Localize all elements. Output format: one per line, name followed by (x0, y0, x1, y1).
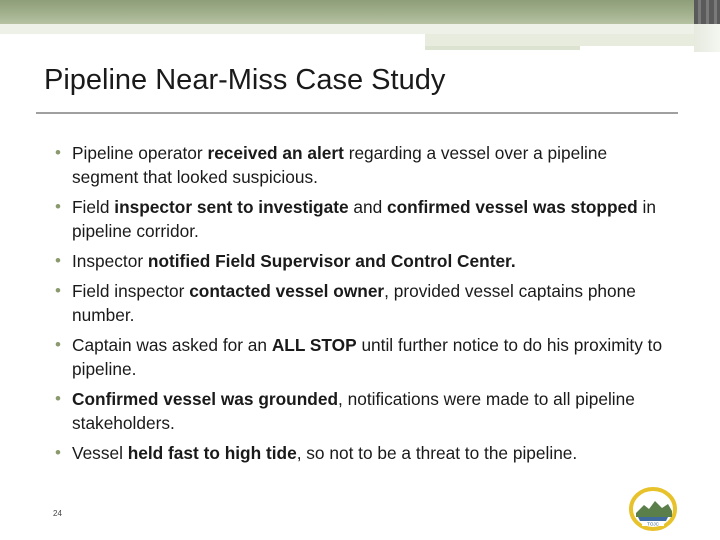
logo-lettering: TOJC (647, 521, 659, 527)
title-divider (36, 112, 678, 114)
bullet-text-bold: notified Field Supervisor and Control Center. (147, 251, 516, 271)
bullet-text: Captain was asked for an (72, 335, 272, 355)
bullet-item (54, 441, 674, 465)
bullet-text-bold: contacted vessel owner (189, 281, 385, 301)
slide-title: Pipeline Near-Miss Case Study (44, 64, 446, 96)
header-sub-band-accent (425, 46, 580, 50)
bullet-text: Field (72, 197, 115, 217)
slide-number: 24 (53, 509, 62, 518)
bullet-text: in pipeline corridor. (72, 197, 656, 241)
header-side-strip (694, 24, 720, 52)
bullet-text: and (348, 197, 388, 217)
bullet-item (54, 333, 674, 381)
bullet-text: regarding a vessel over a pipeline segment that looked suspicious. (72, 143, 608, 187)
bullet-text: Vessel (72, 443, 128, 463)
bullet-dot: • (55, 443, 61, 462)
bullet-text: until further notice to do his proximity to pipeline. (72, 335, 663, 379)
bullet-item (54, 279, 674, 327)
bullet-dot: • (55, 251, 61, 270)
bullet-text-bold: inspector sent to investigate (114, 197, 349, 217)
bullet-text-bold: confirmed vessel was stopped (387, 197, 638, 217)
bullet-dot: • (55, 335, 61, 354)
organization-logo (628, 487, 678, 531)
bullet-dot: • (55, 197, 61, 216)
header-sub-band-right (425, 34, 694, 46)
bullet-text: , provided vessel captains phone number. (72, 281, 636, 325)
bullet-text-bold: Confirmed vessel was grounded (72, 389, 339, 409)
bullet-text-bold: held fast to high tide (127, 443, 297, 463)
bullet-text-bold: received an alert (207, 143, 344, 163)
bullet-item (54, 249, 674, 273)
bullet-text: , so not to be a threat to the pipeline. (296, 443, 578, 463)
bullet-text: Field inspector (72, 281, 190, 301)
bullet-item (54, 195, 674, 243)
bullet-text: Pipeline operator (72, 143, 208, 163)
header-bar-corner (694, 0, 720, 24)
bullet-item (54, 141, 674, 189)
bullet-text-bold: ALL STOP (271, 335, 357, 355)
bullet-item (54, 387, 674, 435)
header-bar (0, 0, 694, 24)
bullet-dot: • (55, 143, 61, 162)
bullet-dot: • (55, 389, 61, 408)
bullet-text: , notifications were made to all pipeline stakeholders. (72, 389, 635, 433)
bullet-list (54, 141, 674, 471)
bullet-dot: • (55, 281, 61, 300)
header-sub-band (0, 24, 694, 34)
bullet-text: Inspector (72, 251, 148, 271)
